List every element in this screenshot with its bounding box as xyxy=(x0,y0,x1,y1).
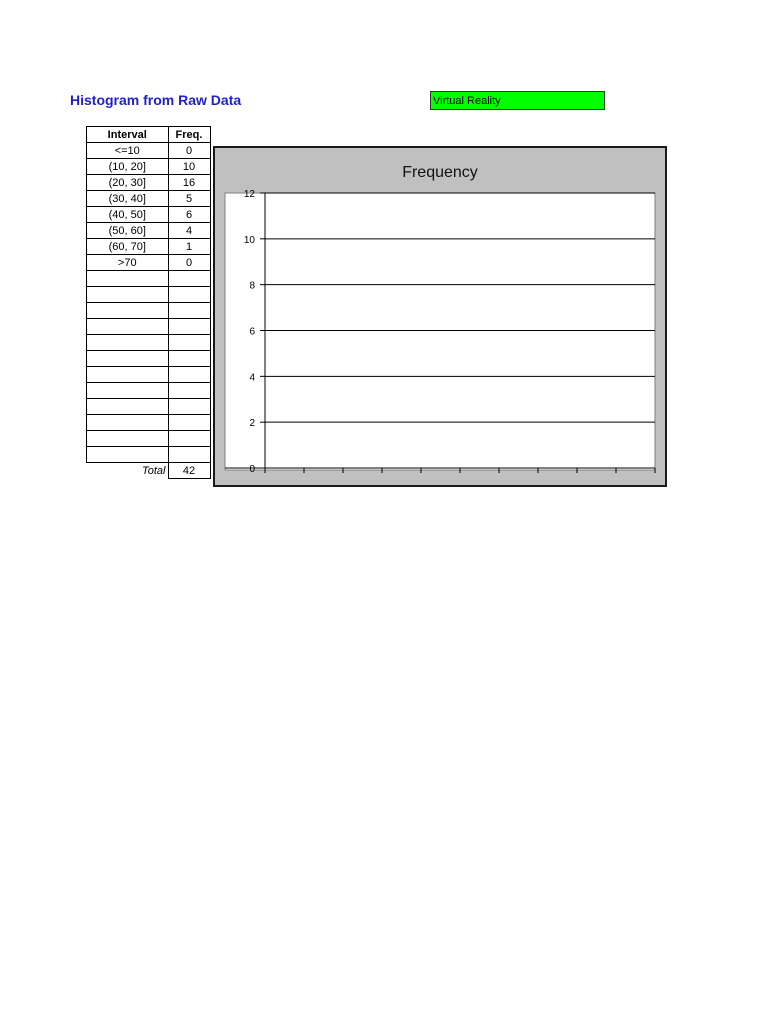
empty-table-row xyxy=(87,351,211,367)
empty-table-row xyxy=(87,271,211,287)
interval-cell[interactable]: (20, 30] xyxy=(87,175,169,191)
empty-cell[interactable] xyxy=(87,383,169,399)
freq-header: Freq. xyxy=(168,127,210,143)
interval-cell[interactable]: (10, 20] xyxy=(87,159,169,175)
freq-cell[interactable]: 16 xyxy=(168,175,210,191)
histogram-chart[interactable] xyxy=(213,146,667,487)
y-tick-label: 12 xyxy=(243,189,255,200)
interval-cell[interactable]: (60, 70] xyxy=(87,239,169,255)
total-value[interactable]: 42 xyxy=(168,463,210,479)
y-tick-label: 4 xyxy=(249,372,255,384)
empty-cell[interactable] xyxy=(168,399,210,415)
table-row xyxy=(87,239,211,255)
empty-cell[interactable] xyxy=(87,431,169,447)
interval-cell[interactable]: >70 xyxy=(87,255,169,271)
empty-table-row xyxy=(87,383,211,399)
empty-table-row xyxy=(87,335,211,351)
total-label: Total xyxy=(142,464,166,477)
empty-cell[interactable] xyxy=(168,303,210,319)
table-row xyxy=(87,143,211,159)
empty-table-row xyxy=(87,431,211,447)
empty-cell[interactable] xyxy=(87,303,169,319)
y-tick-label: 8 xyxy=(249,280,255,292)
empty-table-row xyxy=(87,399,211,415)
y-tick-label: 0 xyxy=(249,464,255,475)
chart-title: Frequency xyxy=(402,164,478,181)
empty-table-row xyxy=(87,447,211,463)
freq-cell[interactable]: 0 xyxy=(168,143,210,159)
empty-table-row xyxy=(87,367,211,383)
table-row xyxy=(87,207,211,223)
empty-cell[interactable] xyxy=(87,351,169,367)
empty-table-row xyxy=(87,319,211,335)
table-row xyxy=(87,255,211,271)
page-title: Histogram from Raw Data xyxy=(70,92,242,108)
table-row xyxy=(87,191,211,207)
y-tick-label: 6 xyxy=(249,326,255,338)
empty-cell[interactable] xyxy=(87,399,169,415)
empty-table-row xyxy=(87,415,211,431)
table-header-row xyxy=(87,127,211,143)
empty-cell[interactable] xyxy=(87,319,169,335)
empty-cell[interactable] xyxy=(168,431,210,447)
freq-cell[interactable]: 5 xyxy=(168,191,210,207)
empty-cell[interactable] xyxy=(168,367,210,383)
y-tick-label: 2 xyxy=(249,418,255,430)
interval-header: Interval xyxy=(87,127,169,143)
empty-cell[interactable] xyxy=(168,351,210,367)
interval-cell[interactable]: (40, 50] xyxy=(87,207,169,223)
chart-plot-area xyxy=(215,148,665,485)
empty-cell[interactable] xyxy=(87,335,169,351)
interval-cell[interactable]: (30, 40] xyxy=(87,191,169,207)
y-tick-label: 10 xyxy=(243,234,255,246)
empty-cell[interactable] xyxy=(168,415,210,431)
table-row xyxy=(87,159,211,175)
empty-cell[interactable] xyxy=(87,367,169,383)
empty-cell[interactable] xyxy=(87,271,169,287)
freq-cell[interactable]: 4 xyxy=(168,223,210,239)
empty-cell[interactable] xyxy=(168,447,210,463)
empty-cell[interactable] xyxy=(168,335,210,351)
freq-cell[interactable]: 1 xyxy=(168,239,210,255)
interval-cell[interactable]: <=10 xyxy=(87,143,169,159)
freq-cell[interactable]: 6 xyxy=(168,207,210,223)
empty-table-row xyxy=(87,303,211,319)
interval-cell[interactable]: (50, 60] xyxy=(87,223,169,239)
freq-cell[interactable]: 0 xyxy=(168,255,210,271)
empty-cell[interactable] xyxy=(168,271,210,287)
dataset-label-cell[interactable]: Virtual Reality xyxy=(430,91,605,110)
table-row xyxy=(87,175,211,191)
empty-cell[interactable] xyxy=(87,287,169,303)
empty-cell[interactable] xyxy=(168,383,210,399)
empty-table-row xyxy=(87,287,211,303)
empty-cell[interactable] xyxy=(87,415,169,431)
plot-background xyxy=(225,193,655,470)
frequency-table xyxy=(86,126,211,479)
table-row xyxy=(87,223,211,239)
freq-cell[interactable]: 10 xyxy=(168,159,210,175)
empty-cell[interactable] xyxy=(168,319,210,335)
empty-cell[interactable] xyxy=(87,447,169,463)
empty-cell[interactable] xyxy=(168,287,210,303)
total-row xyxy=(87,463,211,479)
